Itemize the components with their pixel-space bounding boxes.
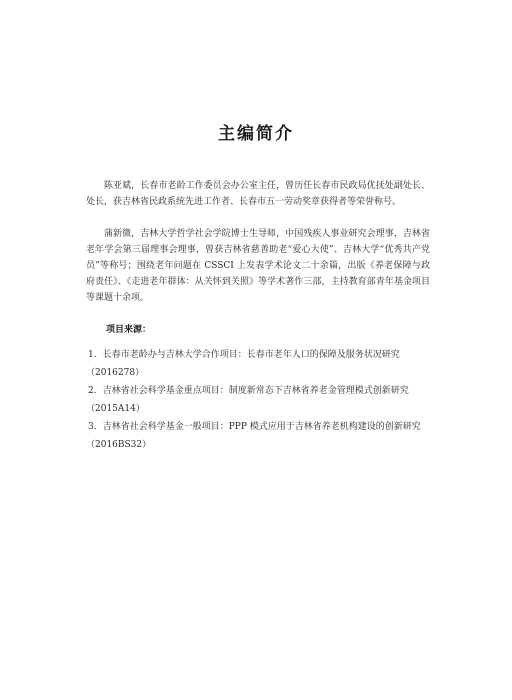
- source-item-title: 2．吉林省社会科学基金重点项目：制度新常态下吉林省养老金管理模式创新研究: [88, 386, 409, 396]
- source-item-code: （2015A14）: [86, 404, 145, 414]
- source-item: [86, 382, 430, 418]
- source-item-title: 3．吉林省社会科学基金一般项目：PPP 模式应用于吉林省养老机构建设的创新研究: [88, 422, 421, 432]
- source-item: [86, 418, 430, 454]
- sources-heading: 项目来源：: [106, 325, 152, 335]
- source-item-code: （2016BS32）: [86, 440, 152, 450]
- source-item: [86, 346, 430, 382]
- source-item-title: 1．长春市老龄办与吉林大学合作项目：长春市老年人口的保障及服务状况研究: [88, 350, 400, 360]
- source-item-code: （2016278）: [86, 368, 145, 378]
- bio-paragraph-pu: 蒲新微，吉林大学哲学社会学院博士生导师，中国残疾人事业研究会理事，吉林省老年学会第三届理事会理事，曾获吉林省慈善助老“爱心大使”、吉林大学“优秀共产党员”等称号；围绕老年问题在 CSSCI 上发表学术论文二十余篇，出版《养老保障与政府责任》、《走进老年群体：从关怀到关照》等学术著作三部，主持教育部青年基金项目等课题十余项。: [86, 229, 430, 303]
- bio-paragraph-chen: 陈亚斌，长春市老龄工作委员会办公室主任，曾历任长春市民政局优抚处副处长、处长，获吉林省民政系统先进工作者、长春市五一劳动奖章获得者等荣誉称号。: [86, 181, 430, 207]
- page-title: 主编简介: [218, 124, 294, 144]
